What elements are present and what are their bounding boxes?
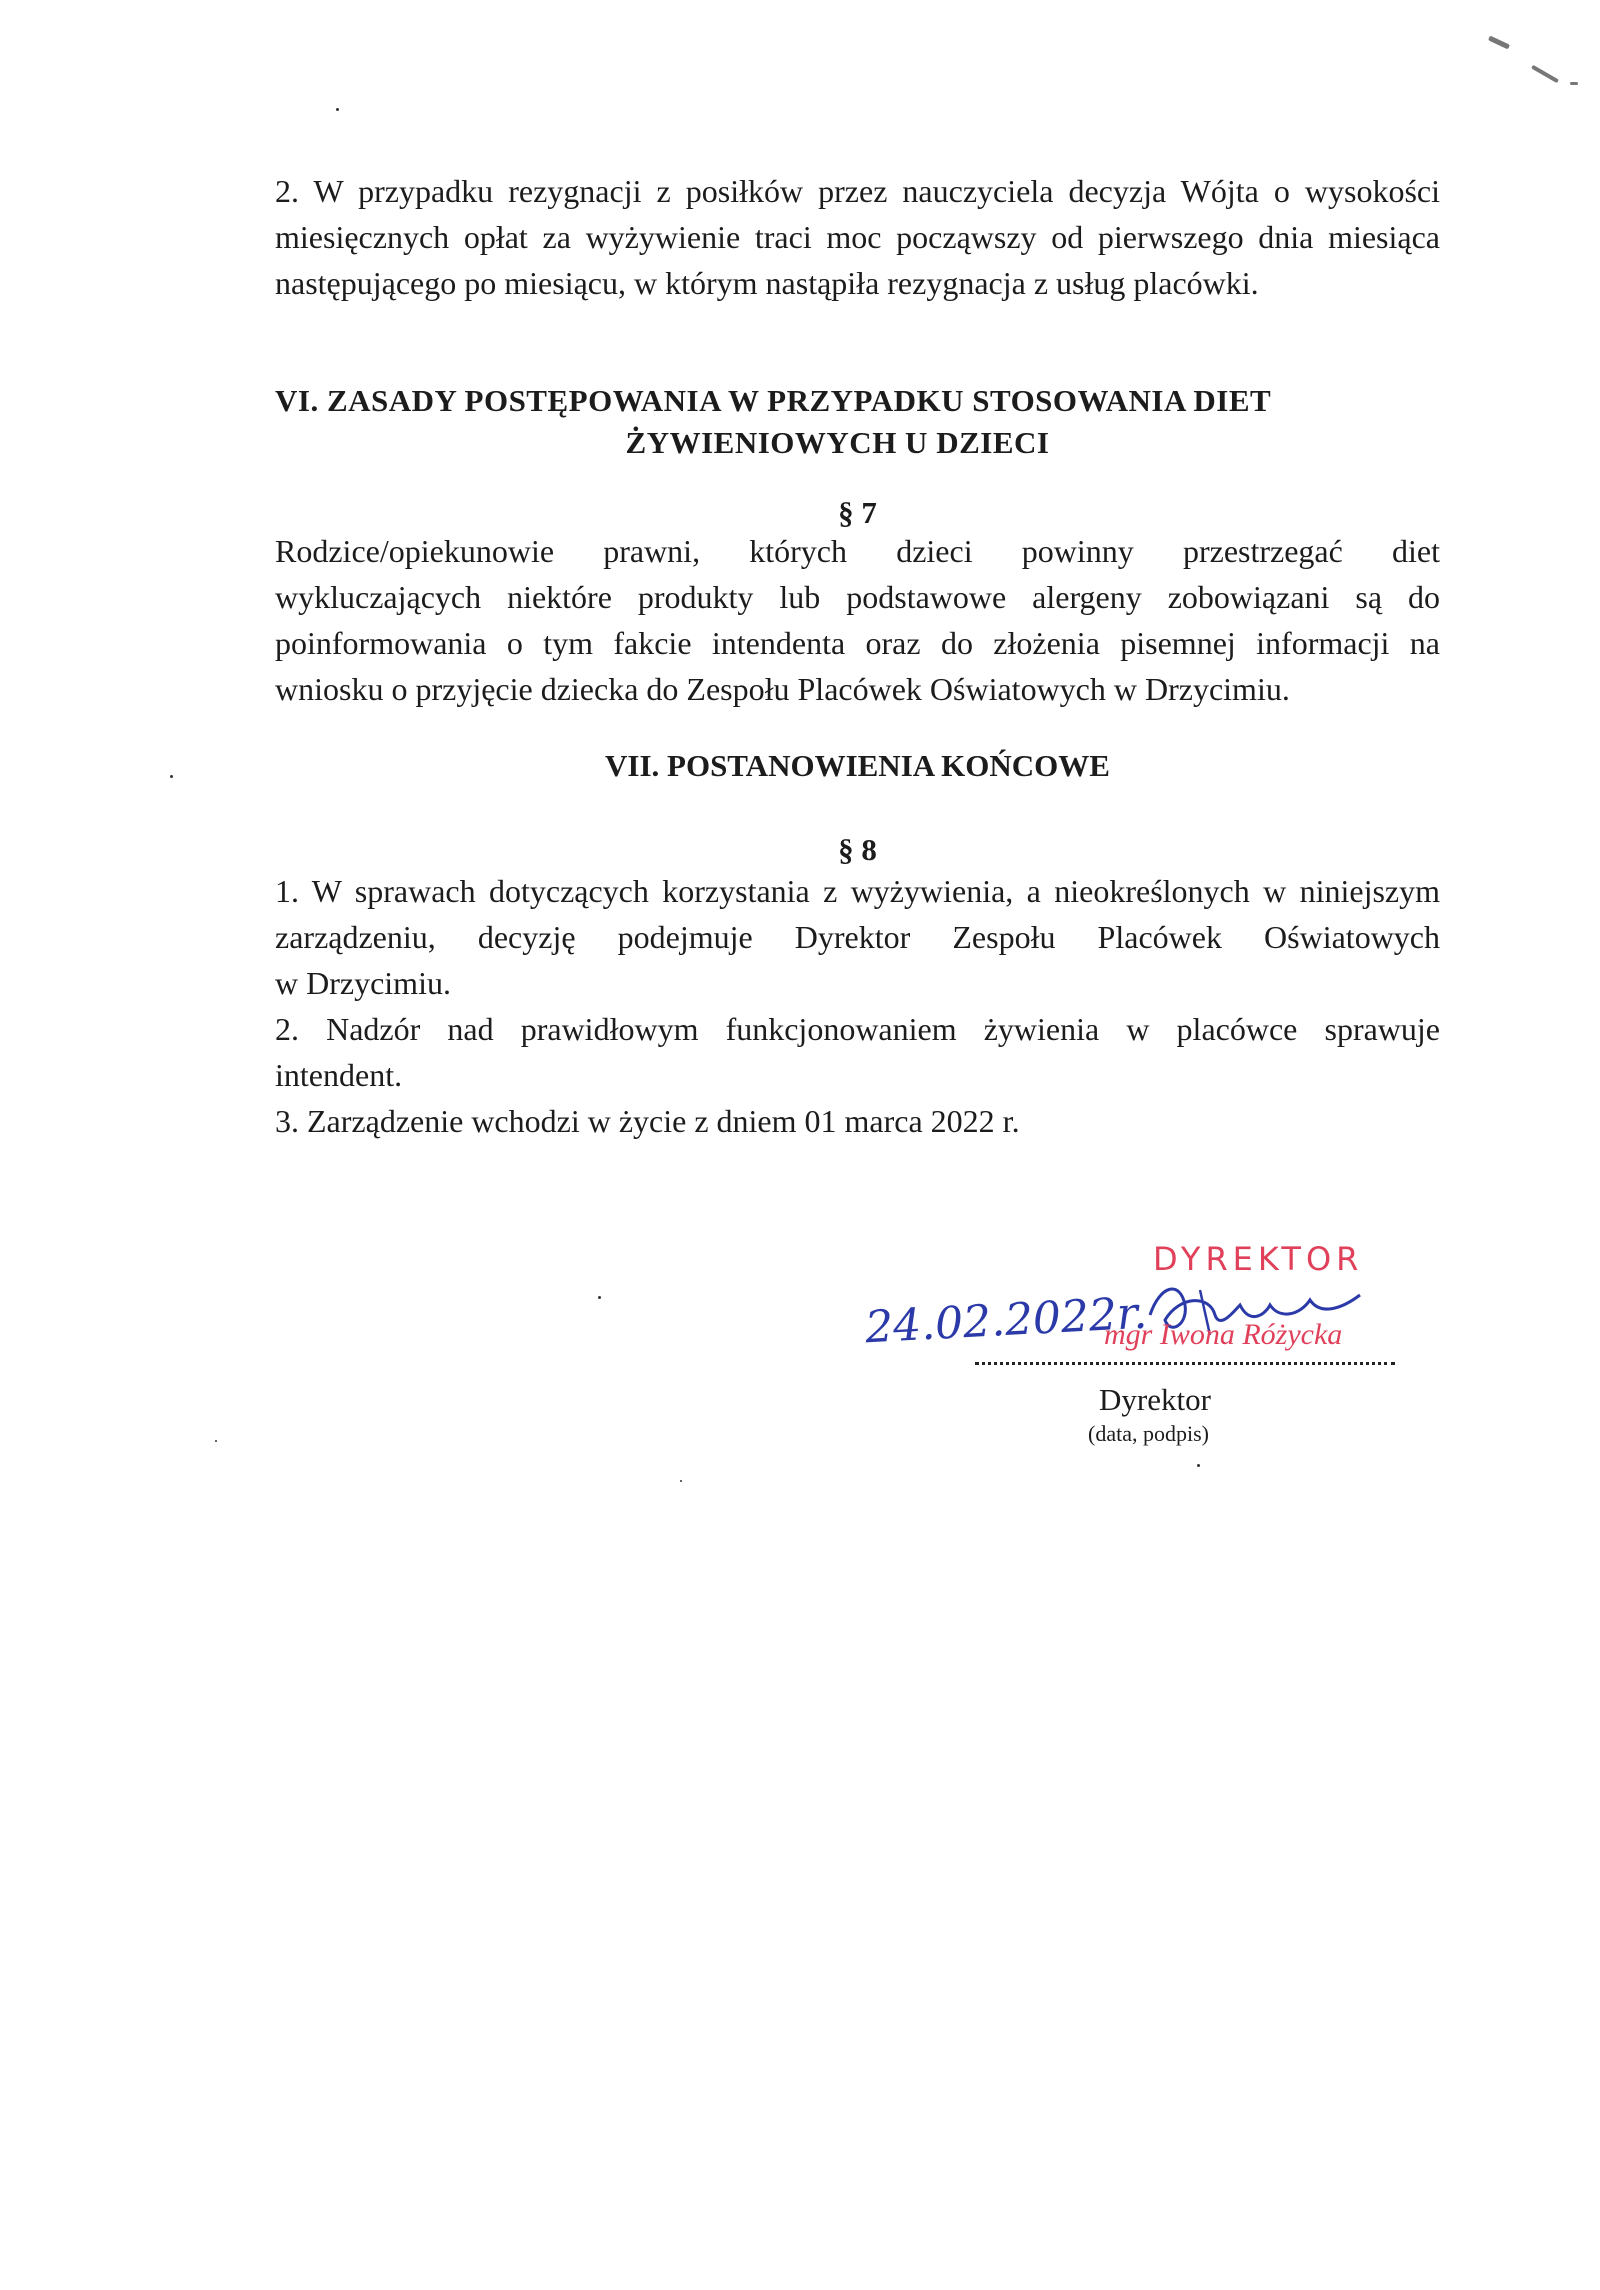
text-line: w Drzycimiu. <box>275 965 451 1001</box>
scan-speck <box>170 775 173 778</box>
text-line: zarządzeniu, decyzję podejmuje Dyrektor Zespołu Placówek Oświatowych <box>275 919 1440 955</box>
stamp-name: mgr Iwona Różycka <box>1104 1318 1343 1351</box>
text-line: następującego po miesiącu, w którym nastąpiła rezygnacja z usług placówki. <box>275 265 1259 301</box>
text-line: miesięcznych opłat za wyżywienie traci moc począwszy od pierwszego dnia miesiąca <box>275 219 1440 255</box>
paragraph-mark-7: § 7 <box>838 495 877 530</box>
paragraph-resignation <box>275 168 1440 306</box>
text-line: poinformowania o tym fakcie intendenta oraz do złożenia pisemnej informacji na <box>275 625 1440 661</box>
signature-sublabel: (data, podpis) <box>1088 1421 1209 1446</box>
stamp-title: DYREKTOR <box>1153 1240 1364 1278</box>
heading-line: ŻYWIENIOWYCH U DZIECI <box>625 425 1050 460</box>
paragraph-mark-8: § 8 <box>838 832 877 867</box>
heading-line: VI. ZASADY POSTĘPOWANIA W PRZYPADKU STOSOWANIA DIET <box>275 383 1272 418</box>
handwritten-date: 24.02.2022r. <box>863 1287 1149 1354</box>
text-line: wniosku o przyjęcie dziecka do Zespołu Placówek Oświatowych w Drzycimiu. <box>275 671 1290 707</box>
section-heading-vi <box>275 380 1440 464</box>
paragraph-final-1 <box>275 868 1440 1144</box>
text-line: Rodzice/opiekunowie prawni, których dzieci powinny przestrzegać diet <box>275 533 1440 569</box>
text-line: 2. Nadzór nad prawidłowym funkcjonowaniem żywienia w placówce sprawuje <box>275 1011 1440 1047</box>
scan-speck <box>680 1480 682 1482</box>
scan-artifact <box>1488 36 1510 50</box>
text-line: 1. W sprawach dotyczących korzystania z wyżywienia, a nieokreślonych w niniejszym <box>275 873 1440 909</box>
scan-speck <box>598 1296 601 1299</box>
signature-line <box>975 1362 1395 1365</box>
section-heading-vii: VII. POSTANOWIENIA KOŃCOWE <box>605 748 1110 783</box>
text-line: 2. W przypadku rezygnacji z posiłków przez nauczyciela decyzja Wójta o wysokości <box>275 173 1440 209</box>
paragraph-diets <box>275 528 1440 712</box>
scan-speck <box>1197 1464 1200 1467</box>
scan-speck <box>215 1440 217 1442</box>
scan-artifact <box>1531 65 1559 83</box>
scan-artifact <box>1570 82 1578 85</box>
text-line: wykluczających niektóre produkty lub podstawowe alergeny zobowiązani są do <box>275 579 1440 615</box>
text-line: 3. Zarządzenie wchodzi w życie z dniem 01 marca 2022 r. <box>275 1103 1020 1139</box>
text-line: intendent. <box>275 1057 403 1093</box>
scan-speck <box>336 108 339 111</box>
signature-label: Dyrektor <box>1099 1382 1211 1417</box>
